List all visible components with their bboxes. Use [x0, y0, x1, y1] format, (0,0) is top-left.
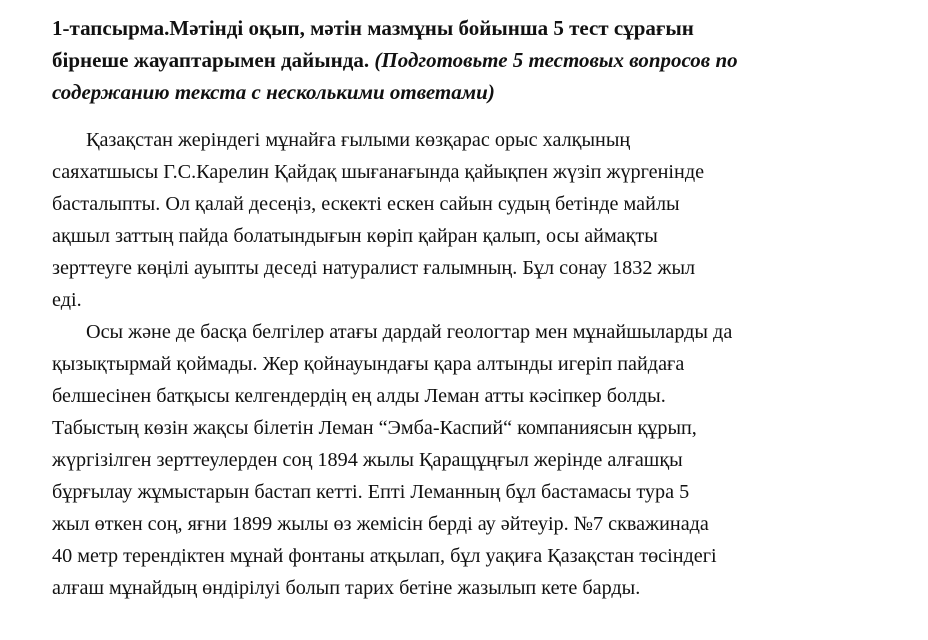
text-line: еді.: [52, 289, 82, 311]
text-line: жүргізілген зерттеулерден соң 1894 жылы Қаращұңғыл жерінде алғашқы: [52, 449, 683, 471]
text-line: жыл өткен соң, яғни 1899 жылы өз жемісін берді ау әйтеуір. №7 скважинада: [52, 513, 709, 535]
task-line-1: [52, 12, 912, 44]
task-line-2: [52, 44, 912, 76]
text-line: ақшыл заттың пайда болатындығын көріп қайран қалып, осы аймақты: [52, 225, 658, 247]
text-line: 40 метр терендіктен мұнай фонтаны атқылап, бұл уақиға Қазақстан төсіндегі: [52, 545, 717, 567]
text-line: Табыстың көзін жақсы білетін Леман “Эмба-Каспий“ компаниясын құрып,: [52, 417, 697, 439]
text-line: алғаш мұнайдың өндірілуі болып тарих бетіне жазылып кете барды.: [52, 577, 641, 599]
text-line: қызықтырмай қоймады. Жер қойнауындағы қара алтынды игеріп пайдаға: [52, 353, 685, 375]
task-title: 1-тапсырма.Мәтінді оқып, мәтін мазмұны бойынша 5 тест сұрағын: [52, 16, 694, 40]
text-line: зерттеуге көңілі ауыпты деседі натуралист ғалымның. Бұл сонау 1832 жыл: [52, 257, 696, 279]
text-line: белшесінен батқысы келгендердің ең алды Леман атты кәсіпкер болды.: [52, 385, 666, 407]
task-instruction-russian: (Подготовьте 5 тестовых вопросов по: [369, 48, 738, 72]
text-line: басталыпты. Ол қалай десеңіз, ескекті ескен сайын судың бетінде майлы: [52, 193, 680, 215]
document-page: [52, 12, 912, 604]
text-line: бұрғылау жұмыстарын бастап кетті. Епті Леманның бұл бастамасы тура 5: [52, 481, 690, 503]
text-line: Осы және де басқа белгілер атағы дардай геологтар мен мұнайшыларды да: [86, 321, 733, 343]
text-line: саяхатшысы Г.С.Карелин Қайдақ шығанағында қайықпен жүзіп жүргенінде: [52, 161, 705, 183]
task-line-3: [52, 76, 912, 108]
paragraph-1: [52, 124, 912, 316]
text-line: Қазақстан жеріндегі мұнайға ғылыми көзқарас орыс халқының: [86, 129, 631, 151]
task-heading: [52, 12, 912, 108]
task-instruction-russian-cont: содержанию текста с несколькими ответами): [52, 80, 495, 104]
reading-text: [52, 124, 912, 604]
task-instruction-kazakh: бірнеше жауаптарымен дайында.: [52, 48, 370, 72]
paragraph-2: [52, 316, 912, 604]
